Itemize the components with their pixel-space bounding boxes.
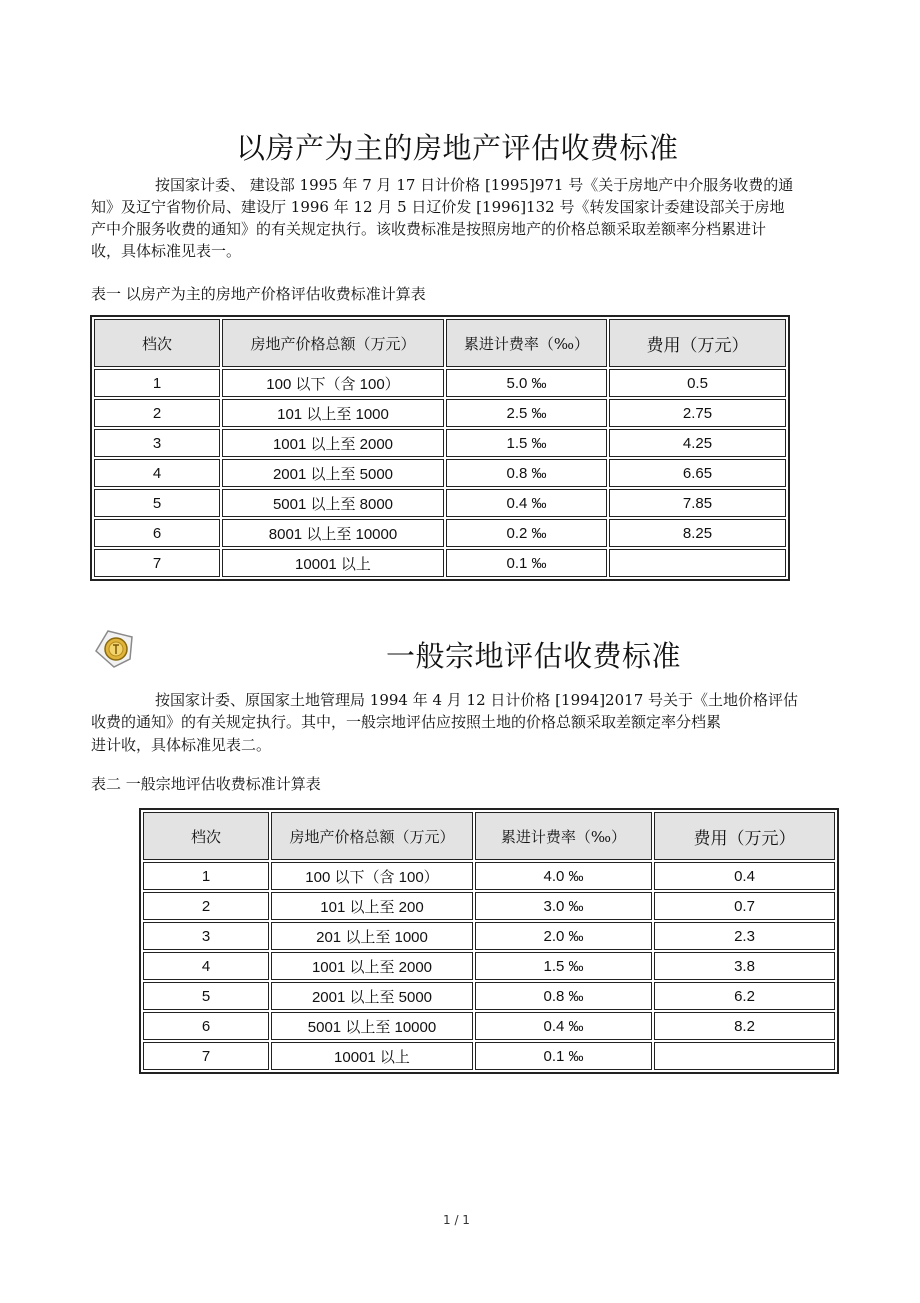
table-cell: 7.85 [609, 489, 786, 517]
table-cell: 3.0 ‰ [475, 892, 652, 920]
table1-header-cell: 档次 [94, 319, 220, 367]
table-cell: 0.5 [609, 369, 786, 397]
table2-header-cell: 累进计费率（‰） [475, 812, 652, 860]
table-row [94, 489, 786, 517]
coin-badge-icon [92, 625, 138, 671]
table-cell: 1001 以上至 2000 [271, 952, 473, 980]
table-cell: 5001 以上至 10000 [271, 1012, 473, 1040]
section1-para-line-4: 收，具体标准见表一。 [91, 242, 242, 260]
table-row [94, 459, 786, 487]
page-number: 1 / 1 [443, 1213, 470, 1227]
table1-header-cell: 累进计费率（‰） [446, 319, 607, 367]
table-cell: 2.3 [654, 922, 835, 950]
section1-para-line-2: 知》及辽宁省物价局、建设厅 1996 年 12 月 5 日辽价发 [1996]132 号《转发国家计委建设部关于房地 [91, 198, 785, 216]
table-cell: 2.75 [609, 399, 786, 427]
table-cell: 0.1 ‰ [446, 549, 607, 577]
table-row [94, 549, 786, 577]
table-cell: 10001 以上 [222, 549, 444, 577]
section2-para-line-2: 收费的通知》的有关规定执行。其中，一般宗地评估应按照土地的价格总额采取差额定率分档累 [91, 713, 722, 731]
table-cell: 0.1 ‰ [475, 1042, 652, 1070]
table2-header-cell: 档次 [143, 812, 269, 860]
table1-header-cell: 房地产价格总额（万元） [222, 319, 444, 367]
table-cell: 0.8 ‰ [475, 982, 652, 1010]
table1 [90, 315, 790, 581]
table-cell [609, 549, 786, 577]
table-cell: 201 以上至 1000 [271, 922, 473, 950]
table-cell: 2001 以上至 5000 [271, 982, 473, 1010]
table2-caption: 表二 一般宗地评估收费标准计算表 [91, 775, 321, 793]
table2-header-row [143, 812, 835, 860]
table-cell: 101 以上至 1000 [222, 399, 444, 427]
table-cell: 6 [94, 519, 220, 547]
table-cell [654, 1042, 835, 1070]
table-cell: 100 以下（含 100） [222, 369, 444, 397]
table-cell: 1001 以上至 2000 [222, 429, 444, 457]
table-cell: 1 [94, 369, 220, 397]
table-cell: 2.5 ‰ [446, 399, 607, 427]
table1-header-cell: 费用（万元） [609, 319, 786, 367]
table-cell: 1 [143, 862, 269, 890]
table1-header-row [94, 319, 786, 367]
table-cell: 2 [94, 399, 220, 427]
table-cell: 2.0 ‰ [475, 922, 652, 950]
table-row [94, 429, 786, 457]
table-cell: 0.8 ‰ [446, 459, 607, 487]
table1-caption: 表一 以房产为主的房地产价格评估收费标准计算表 [91, 285, 426, 303]
table-cell: 0.4 ‰ [446, 489, 607, 517]
table-cell: 1.5 ‰ [446, 429, 607, 457]
table-cell: 6.65 [609, 459, 786, 487]
table-cell: 7 [143, 1042, 269, 1070]
section2-para-line-1: 按国家计委、原国家土地管理局 1994 年 4 月 12 日计价格 [1994]2017 号关于《土地价格评估 [155, 691, 799, 709]
table-cell: 0.7 [654, 892, 835, 920]
table-cell: 3.8 [654, 952, 835, 980]
section2-title: 一般宗地评估收费标准 [386, 639, 682, 673]
table-row [143, 982, 835, 1010]
table-row [143, 922, 835, 950]
table-cell: 100 以下（含 100） [271, 862, 473, 890]
table-cell: 0.4 ‰ [475, 1012, 652, 1040]
table-row [143, 1042, 835, 1070]
table-cell: 5001 以上至 8000 [222, 489, 444, 517]
table-cell: 0.4 [654, 862, 835, 890]
table-cell: 3 [143, 922, 269, 950]
table-cell: 6 [143, 1012, 269, 1040]
section1-para-line-1: 按国家计委、 建设部 1995 年 7 月 17 日计价格 [1995]971 号《关于房地产中介服务收费的通 [155, 176, 794, 194]
section2-para-line-3: 进计收，具体标准见表二。 [91, 736, 272, 754]
table-cell: 1.5 ‰ [475, 952, 652, 980]
table-cell: 4 [94, 459, 220, 487]
table-row [143, 952, 835, 980]
table-cell: 2 [143, 892, 269, 920]
section1-para-line-3: 产中介服务收费的通知》的有关规定执行。该收费标准是按照房地产的价格总额采取差额率分档累进计 [91, 220, 767, 238]
table-cell: 8.2 [654, 1012, 835, 1040]
table-row [94, 399, 786, 427]
table-cell: 5.0 ‰ [446, 369, 607, 397]
table-cell: 4.25 [609, 429, 786, 457]
table-row [143, 892, 835, 920]
table-row [143, 862, 835, 890]
table-cell: 7 [94, 549, 220, 577]
table2-header-cell: 房地产价格总额（万元） [271, 812, 473, 860]
table-cell: 4 [143, 952, 269, 980]
table-row [143, 1012, 835, 1040]
table-cell: 8.25 [609, 519, 786, 547]
table-cell: 5 [94, 489, 220, 517]
table-cell: 5 [143, 982, 269, 1010]
table-cell: 4.0 ‰ [475, 862, 652, 890]
table-cell: 0.2 ‰ [446, 519, 607, 547]
table-cell: 6.2 [654, 982, 835, 1010]
table-cell: 10001 以上 [271, 1042, 473, 1070]
section1-title: 以房产为主的房地产评估收费标准 [236, 131, 679, 165]
table-cell: 3 [94, 429, 220, 457]
table-cell: 2001 以上至 5000 [222, 459, 444, 487]
table-cell: 101 以上至 200 [271, 892, 473, 920]
table2 [139, 808, 839, 1074]
table-row [94, 519, 786, 547]
table-row [94, 369, 786, 397]
table-cell: 8001 以上至 10000 [222, 519, 444, 547]
table2-header-cell: 费用（万元） [654, 812, 835, 860]
